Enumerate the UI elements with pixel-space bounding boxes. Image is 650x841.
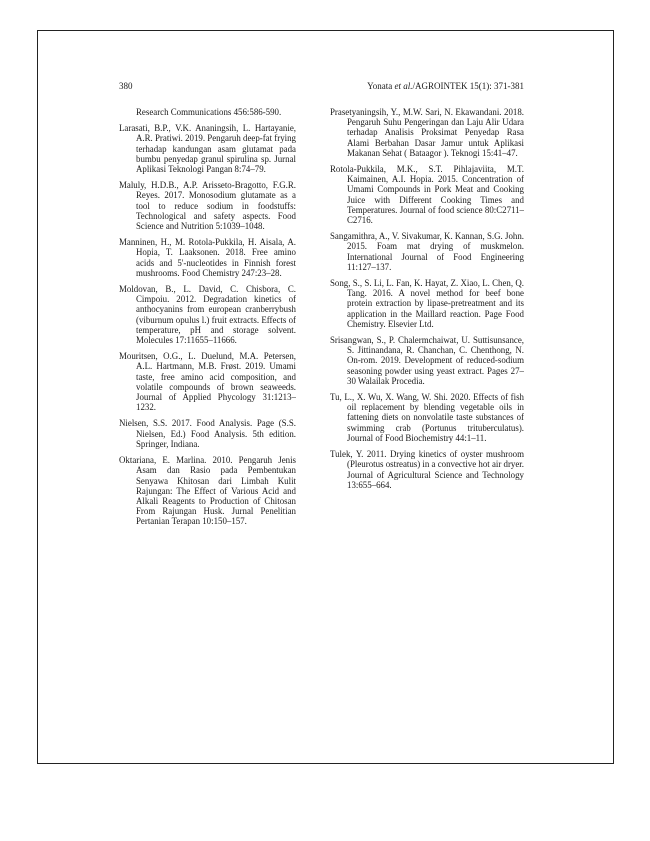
header-authors: Yonata (367, 81, 395, 91)
reference-entry: Moldovan, B., L. David, C. Chisbora, C. Cimpoiu. 2012. Degradation kinetics of anthocyanins from european cranberrybush (viburnum opulus l.) fruit extracts. Effects of temperature, pH and storage solvent. Molecules 17:11655–11666. (119, 284, 296, 346)
reference-entry: Nielsen, S.S. 2017. Food Analysis. Page (S.S. Nielsen, Ed.) Food Analysis. 5th edition. Springer, Indiana. (119, 418, 296, 449)
reference-entry: Sangamithra, A., V. Sivakumar, K. Kannan, S.G. John. 2015. Foam mat drying of muskmelon. International Journal of Food Engineering 11:127–137. (330, 231, 524, 272)
reference-entry: Maluly, H.D.B., A.P. Arisseto-Bragotto, F.G.R. Reyes. 2017. Monosodium glutamate as a tool to reduce sodium in foodstuffs: Technological and safety aspects. Food Science and Nutrition 5:1039–1048. (119, 180, 296, 232)
reference-entry: Srisangwan, S., P. Chalermchaiwat, U. Suttisunsance, S. Jittinandana, R. Chanchan, C. Chenthong, N. On-rom. 2019. Development of reduced-sodium seasoning powder using yeast extract. Pages 27–30 Walailak Procedia. (330, 335, 524, 386)
reference-entry: Oktariana, E. Marlina. 2010. Pengaruh Jenis Asam dan Rasio pada Pembentukan Senyawa Khitosan dari Limbah Kulit Rajungan: The Effect of Various Acid and Alkali Reagents to Production of Chitosan From Rajungan Husk. Jurnal Penelitian Pertanian Terapan 10:150–157. (119, 455, 296, 527)
reference-entry: Research Communications 456:586-590. (136, 107, 282, 117)
reference-entry: Tulek, Y. 2011. Drying kinetics of oyster mushroom (Pleurotus ostreatus) in a convective hot air dryer. Journal of Agricultural Science and Technology 13:655–664. (330, 449, 524, 490)
reference-entry: Prasetyaningsih, Y., M.W. Sari, N. Ekawandani. 2018. Pengaruh Suhu Pengeringan dan Laju Alir Udara terhadap Analisis Proksimat Penyedap Rasa Alami Berbahan Dasar Jamur untuk Aplikasi Makanan Sehat ( Bataagor ). Teknogi 15:41–47. (330, 107, 524, 158)
reference-entry: Larasati, B.P., V.K. Ananingsih, L. Hartayanie, A.R. Pratiwi. 2019. Pengaruh deep-fat frying terhadap kandungan asam glutamat pada bumbu penyedap granul spirulina sp. Jurnal Aplikasi Teknologi Pangan 8:74–79. (119, 123, 296, 175)
running-header (318, 81, 524, 91)
header-et-al: et al. (394, 81, 413, 91)
reference-entry: Rotola-Pukkila, M.K., S.T. Pihlajaviita, M.T. Kaimainen, A.I. Hopia. 2015. Concentration of Umami Compounds in Pork Meat and Cooking Juice with Different Cooking Times and Temperatures. Journal of food science 80:C2711–C2716. (330, 164, 524, 226)
reference-entry: Mouritsen, O.G., L. Duelund, M.A. Petersen, A.L. Hartmann, M.B. Frøst. 2019. Umami taste, free amino acid composition, and volatile compounds of brown seaweeds. Journal of Applied Phycology 31:1213–1232. (119, 351, 296, 413)
reference-entry: Manninen, H., M. Rotola-Pukkila, H. Aisala, A. Hopia, T. Laaksonen. 2018. Free amino acids and 5'-nucleotides in Finnish forest mushrooms. Food Chemistry 247:23–28. (119, 237, 296, 278)
reference-entry: Song, S., S. Li, L. Fan, K. Hayat, Z. Xiao, L. Chen, Q. Tang. 2016. A novel method for beef bone protein extraction by lipase-pretreatment and its application in the Maillard reaction. Page Food Chemistry. Elsevier Ltd. (330, 278, 524, 329)
reference-entry: Tu, L., X. Wu, X. Wang, W. Shi. 2020. Effects of fish oil replacement by blending vegetable oils in fattening diets on nonvolatile taste substances of swimming crab (Portunus trituberculatus). Journal of Food Biochemistry 44:1–11. (330, 392, 524, 443)
references-right-column (330, 107, 524, 496)
references-left-column (119, 107, 296, 533)
page-number: 380 (119, 81, 133, 91)
header-journal: /AGROINTEK 15(1): 371-381 (412, 81, 524, 91)
